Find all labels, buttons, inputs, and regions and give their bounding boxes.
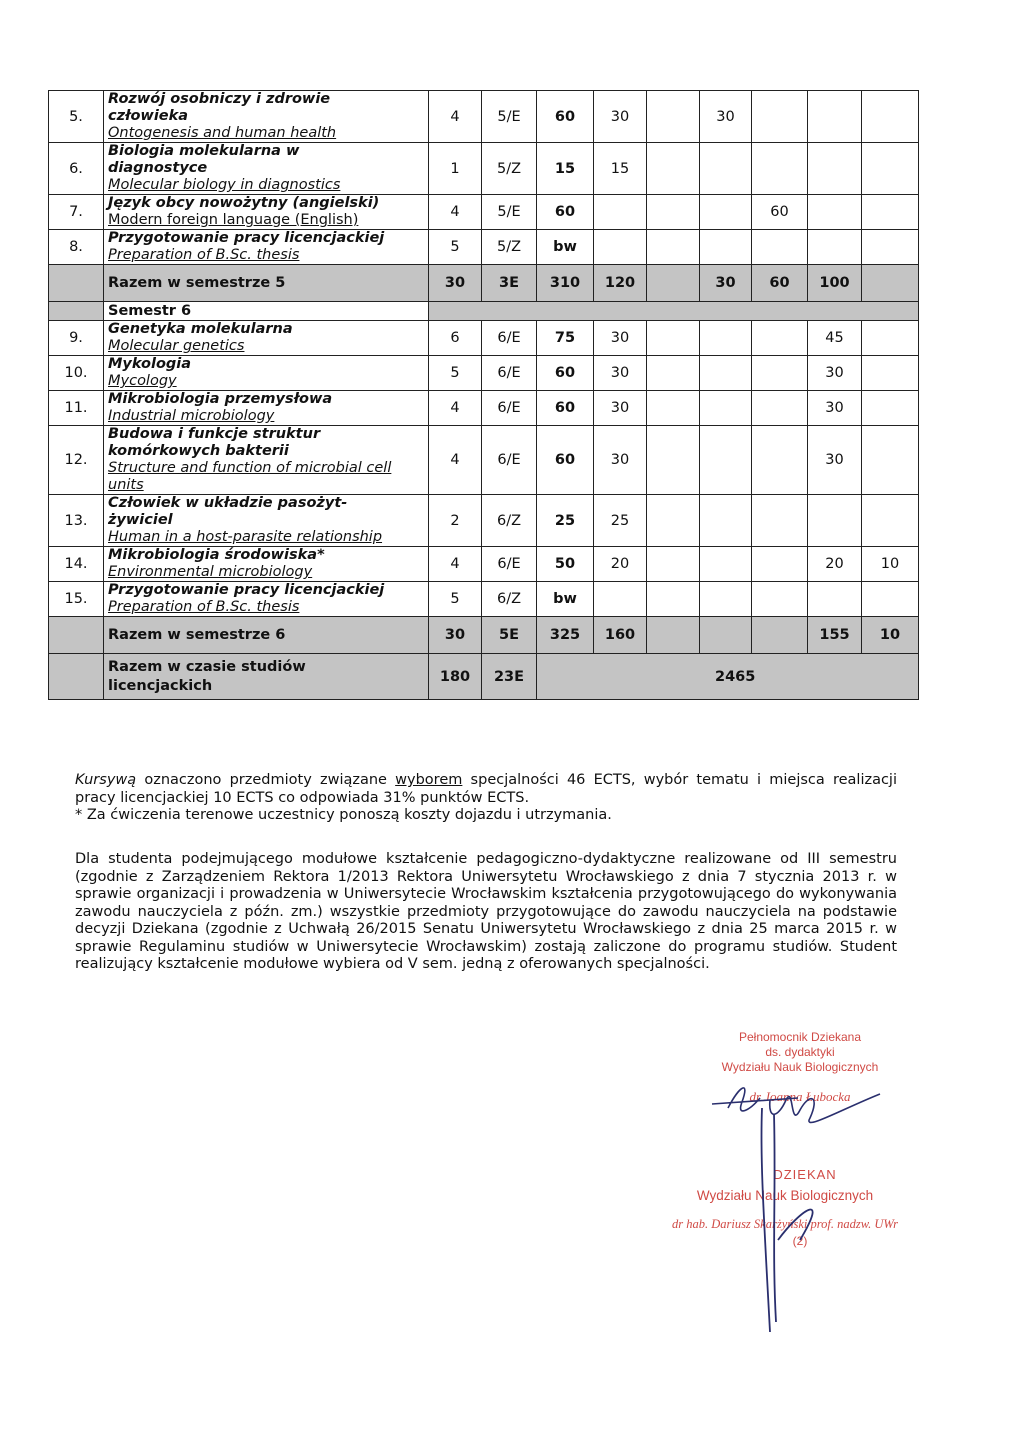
sum-exam: 3E: [482, 265, 537, 302]
subject-name-pl-cont: komórkowych bakterii: [108, 443, 289, 459]
ects-cell: 4: [429, 195, 482, 230]
row-number: 5.: [49, 91, 104, 143]
note-text-a: oznaczono przedmioty związane: [136, 772, 396, 788]
subject-cell: [104, 321, 429, 356]
hours-cell: 60: [537, 195, 594, 230]
total-label-line1: Razem w czasie studiów: [108, 658, 306, 675]
sum-c4: [752, 617, 808, 654]
hours-c1-cell: 30: [594, 356, 647, 391]
course-row: [49, 195, 919, 230]
hours-c6-cell: [862, 426, 919, 495]
hours-c3-cell: [700, 495, 752, 547]
hours-c6-cell: [862, 356, 919, 391]
hours-c2-cell: [647, 143, 700, 195]
course-row: [49, 143, 919, 195]
exam-cell: 6/E: [482, 547, 537, 582]
subject-cell: [104, 495, 429, 547]
ects-cell: 5: [429, 230, 482, 265]
subject-name-pl: Język obcy nowożytny (angielski): [108, 195, 380, 211]
sum-row-sem5: [49, 265, 919, 302]
total-label: [104, 654, 429, 700]
course-row: [49, 91, 919, 143]
sum-c4: 60: [752, 265, 808, 302]
ects-cell: 5: [429, 582, 482, 617]
sum-c2: [647, 265, 700, 302]
hours-cell: 75: [537, 321, 594, 356]
hours-c2-cell: [647, 230, 700, 265]
stamp2-line4: (2): [792, 1234, 808, 1248]
hours-c4-cell: 60: [752, 195, 808, 230]
sum-row-total: [49, 654, 919, 700]
hours-c6-cell: [862, 321, 919, 356]
course-row: [49, 321, 919, 356]
hours-cell: bw: [537, 230, 594, 265]
notes-block-2: [75, 851, 897, 974]
stamp2-line1: DZIEKAN: [773, 1167, 837, 1182]
ects-cell: 1: [429, 143, 482, 195]
study-plan-table: [48, 90, 919, 700]
hours-c4-cell: [752, 321, 808, 356]
subject-name-pl-cont: diagnostyce: [108, 160, 208, 176]
subject-cell: [104, 195, 429, 230]
hours-c5-cell: 45: [808, 321, 862, 356]
sum-c5: 155: [808, 617, 862, 654]
subject-cell: [104, 143, 429, 195]
stamp1-line3: Wydziału Nauk Biologicznych: [721, 1060, 879, 1074]
hours-c4-cell: [752, 91, 808, 143]
sum-c2: [647, 617, 700, 654]
course-row: [49, 356, 919, 391]
semester-6-summary: [49, 617, 919, 700]
total-exam: 23E: [482, 654, 537, 700]
subject-name-pl-cont: żywiciel: [108, 512, 173, 528]
course-row: [49, 426, 919, 495]
sum-label: Razem w semestrze 6: [104, 617, 429, 654]
hours-c4-cell: [752, 391, 808, 426]
note-italic-word: Kursywą: [75, 772, 137, 788]
exam-cell: 6/E: [482, 321, 537, 356]
sum-hours: 325: [537, 617, 594, 654]
hours-c5-cell: [808, 91, 862, 143]
sum-c6: [862, 265, 919, 302]
hours-c6-cell: [862, 391, 919, 426]
subject-cell: [104, 547, 429, 582]
subject-name-en: Molecular genetics: [108, 338, 245, 354]
hours-c5-cell: 20: [808, 547, 862, 582]
hours-c5-cell: 30: [808, 356, 862, 391]
hours-c4-cell: [752, 143, 808, 195]
subject-name-pl: Budowa i funkcje struktur: [108, 426, 321, 442]
sum-c6: 10: [862, 617, 919, 654]
stamp1-line1: Pełnomocnik Dziekana: [738, 1030, 862, 1044]
hours-c6-cell: 10: [862, 547, 919, 582]
hours-c1-cell: 30: [594, 321, 647, 356]
hours-c2-cell: [647, 426, 700, 495]
stamp2-line2: Wydziału Nauk Biologicznych: [696, 1188, 874, 1203]
hours-c1-cell: 20: [594, 547, 647, 582]
note-field-exercises: * Za ćwiczenia terenowe uczestnicy ponoszą koszty dojazdu i utrzymania.: [75, 807, 612, 823]
course-row: [49, 495, 919, 547]
sum-hours: 310: [537, 265, 594, 302]
subject-name-pl: Człowiek w układzie pasożyt-: [108, 495, 348, 511]
hours-c2-cell: [647, 391, 700, 426]
course-row: [49, 582, 919, 617]
hours-c3-cell: [700, 582, 752, 617]
hours-c4-cell: [752, 426, 808, 495]
hours-c3-cell: [700, 547, 752, 582]
hours-c2-cell: [647, 582, 700, 617]
hours-c1-cell: 30: [594, 391, 647, 426]
subject-cell: [104, 391, 429, 426]
exam-cell: 5/E: [482, 91, 537, 143]
semester-6-header-row: [49, 302, 919, 321]
sum-label: Razem w semestrze 5: [104, 265, 429, 302]
hours-c2-cell: [647, 356, 700, 391]
row-number: 15.: [49, 582, 104, 617]
hours-c3-cell: [700, 356, 752, 391]
subject-name-pl: Rozwój osobniczy i zdrowie: [108, 91, 331, 107]
note-underlined-word: wyborem: [395, 772, 463, 788]
subject-name-pl-cont: człowieka: [108, 108, 189, 124]
hours-c2-cell: [647, 547, 700, 582]
hours-c3-cell: [700, 391, 752, 426]
hours-c2-cell: [647, 495, 700, 547]
row-number: 9.: [49, 321, 104, 356]
semester-5-summary: [49, 265, 919, 321]
hours-c1-cell: 15: [594, 143, 647, 195]
sum-c1: 120: [594, 265, 647, 302]
hours-c2-cell: [647, 91, 700, 143]
total-hours: 2465: [537, 654, 919, 700]
ects-cell: 6: [429, 321, 482, 356]
row-number: 7.: [49, 195, 104, 230]
hours-c6-cell: [862, 91, 919, 143]
row-number: 14.: [49, 547, 104, 582]
hours-cell: 50: [537, 547, 594, 582]
row-number: 11.: [49, 391, 104, 426]
subject-cell: [104, 582, 429, 617]
subject-name-pl: Genetyka molekularna: [108, 321, 293, 337]
hours-c6-cell: [862, 143, 919, 195]
notes-block-1: [75, 772, 897, 825]
sum-row-sem6: [49, 617, 919, 654]
hours-cell: 25: [537, 495, 594, 547]
sum-exam: 5E: [482, 617, 537, 654]
row-number: 12.: [49, 426, 104, 495]
hours-c3-cell: [700, 143, 752, 195]
sum-ects: 30: [429, 265, 482, 302]
hours-c4-cell: [752, 547, 808, 582]
subject-cell: [104, 230, 429, 265]
exam-cell: 6/Z: [482, 582, 537, 617]
hours-c5-cell: [808, 230, 862, 265]
hours-cell: 60: [537, 426, 594, 495]
hours-cell: 15: [537, 143, 594, 195]
exam-cell: 6/E: [482, 356, 537, 391]
hours-cell: bw: [537, 582, 594, 617]
hours-c4-cell: [752, 230, 808, 265]
ects-cell: 4: [429, 91, 482, 143]
hours-c3-cell: [700, 426, 752, 495]
hours-c5-cell: [808, 495, 862, 547]
semester-5-rows: [49, 91, 919, 265]
hours-c1-cell: 30: [594, 91, 647, 143]
total-ects: 180: [429, 654, 482, 700]
subject-name-en: Environmental microbiology: [108, 564, 313, 580]
subject-cell: [104, 91, 429, 143]
hours-c6-cell: [862, 582, 919, 617]
subject-name-pl: Przygotowanie pracy licencjackiej: [108, 582, 385, 598]
exam-cell: 6/E: [482, 391, 537, 426]
row-number: 8.: [49, 230, 104, 265]
subject-name-en: Mycology: [108, 373, 177, 389]
stamp1-line4: dr Joanna Łubocka: [749, 1089, 851, 1104]
exam-cell: 5/E: [482, 195, 537, 230]
course-row: [49, 547, 919, 582]
hours-c4-cell: [752, 356, 808, 391]
row-number: 13.: [49, 495, 104, 547]
hours-c1-cell: 25: [594, 495, 647, 547]
hours-c2-cell: [647, 195, 700, 230]
course-row: [49, 391, 919, 426]
sum-ects: 30: [429, 617, 482, 654]
subject-name-pl: Mikrobiologia środowiska*: [108, 547, 325, 563]
hours-c3-cell: [700, 195, 752, 230]
hours-c5-cell: 30: [808, 391, 862, 426]
ects-cell: 5: [429, 356, 482, 391]
exam-cell: 5/Z: [482, 230, 537, 265]
sum-c3: [700, 617, 752, 654]
hours-cell: 60: [537, 91, 594, 143]
hours-c1-cell: [594, 195, 647, 230]
semester-6-rows: [49, 321, 919, 617]
hours-c1-cell: 30: [594, 426, 647, 495]
handwritten-signature: [690, 1040, 930, 1340]
sum-c3: 30: [700, 265, 752, 302]
ects-cell: 2: [429, 495, 482, 547]
sum-c5: 100: [808, 265, 862, 302]
hours-cell: 60: [537, 356, 594, 391]
subject-cell: [104, 356, 429, 391]
subject-name-en: Preparation of B.Sc. thesis: [108, 599, 300, 615]
subject-name-pl: Mykologia: [108, 356, 192, 372]
hours-c5-cell: [808, 143, 862, 195]
subject-name-en: Preparation of B.Sc. thesis: [108, 247, 300, 263]
hours-c1-cell: [594, 582, 647, 617]
stamp2-line3: dr hab. Dariusz Skarżyński prof. nadzw. UWr: [671, 1217, 899, 1231]
subject-name-en: Ontogenesis and human health: [108, 125, 337, 141]
subject-name-en: Structure and function of microbial cell units: [108, 460, 392, 493]
hours-c2-cell: [647, 321, 700, 356]
row-number: 6.: [49, 143, 104, 195]
hours-cell: 60: [537, 391, 594, 426]
hours-c5-cell: 30: [808, 426, 862, 495]
subject-name-en: Human in a host-parasite relationship: [108, 529, 383, 545]
note-pedagogical-module: Dla studenta podejmującego modułowe kształcenie pedagogiczno-dydaktyczne realizowane od III semestru (zgodnie z Zarządzeniem Rektora 1/2013 Rektora Uniwersytetu Wrocławskiego z dnia 7 stycznia 2013 r. w sprawie organizacji i prowadzenia w Uniwersytecie Wrocławskim kształcenia przygotowującego do wykonywania zawodu nauczyciela z późn. zm.) wszystkie przedmioty przygotowujące do zawodu nauczyciela na podstawie decyzji Dziekana (zgodnie z Uchwałą 26/2015 Senatu Uniwersytetu Wrocławskiego z dnia 25 marca 2015 r. w sprawie Regulaminu studiów w Uniwersytecie Wrocławskim) zostają zaliczone do programu studiów. Student realizujący kształcenie modułowe wybiera od V sem. jedną z oferowanych specjalności.: [75, 851, 897, 972]
exam-cell: 6/Z: [482, 495, 537, 547]
subject-name-en: Industrial microbiology: [108, 408, 275, 424]
hours-c5-cell: [808, 582, 862, 617]
hours-c6-cell: [862, 195, 919, 230]
sum-c1: 160: [594, 617, 647, 654]
row-number: 10.: [49, 356, 104, 391]
stamp1-line2: ds. dydaktyki: [765, 1045, 835, 1059]
subject-name-en: Modern foreign language (English): [108, 212, 359, 228]
subject-name-pl: Mikrobiologia przemysłowa: [108, 391, 333, 407]
ects-cell: 4: [429, 391, 482, 426]
hours-c5-cell: [808, 195, 862, 230]
hours-c3-cell: [700, 321, 752, 356]
ects-cell: 4: [429, 547, 482, 582]
exam-cell: 6/E: [482, 426, 537, 495]
ects-cell: 4: [429, 426, 482, 495]
hours-c6-cell: [862, 495, 919, 547]
exam-cell: 5/Z: [482, 143, 537, 195]
hours-c3-cell: 30: [700, 91, 752, 143]
subject-cell: [104, 426, 429, 495]
hours-c1-cell: [594, 230, 647, 265]
total-label-line2: licencjackich: [108, 677, 213, 694]
note-italic-explanation: [75, 772, 897, 807]
subject-name-pl: Biologia molekularna w: [108, 143, 300, 159]
note-text-b: specjalności 46 ECTS, wybór tematu i miejsca realizacji pracy licencjackiej 10 ECTS co odpowiada 31% punktów ECTS.: [75, 772, 897, 806]
subject-name-pl: Przygotowanie pracy licencjackiej: [108, 230, 385, 246]
course-row: [49, 230, 919, 265]
hours-c4-cell: [752, 582, 808, 617]
semester-6-label: Semestr 6: [104, 302, 429, 321]
hours-c3-cell: [700, 230, 752, 265]
hours-c6-cell: [862, 230, 919, 265]
hours-c4-cell: [752, 495, 808, 547]
subject-name-en: Molecular biology in diagnostics: [108, 177, 341, 193]
